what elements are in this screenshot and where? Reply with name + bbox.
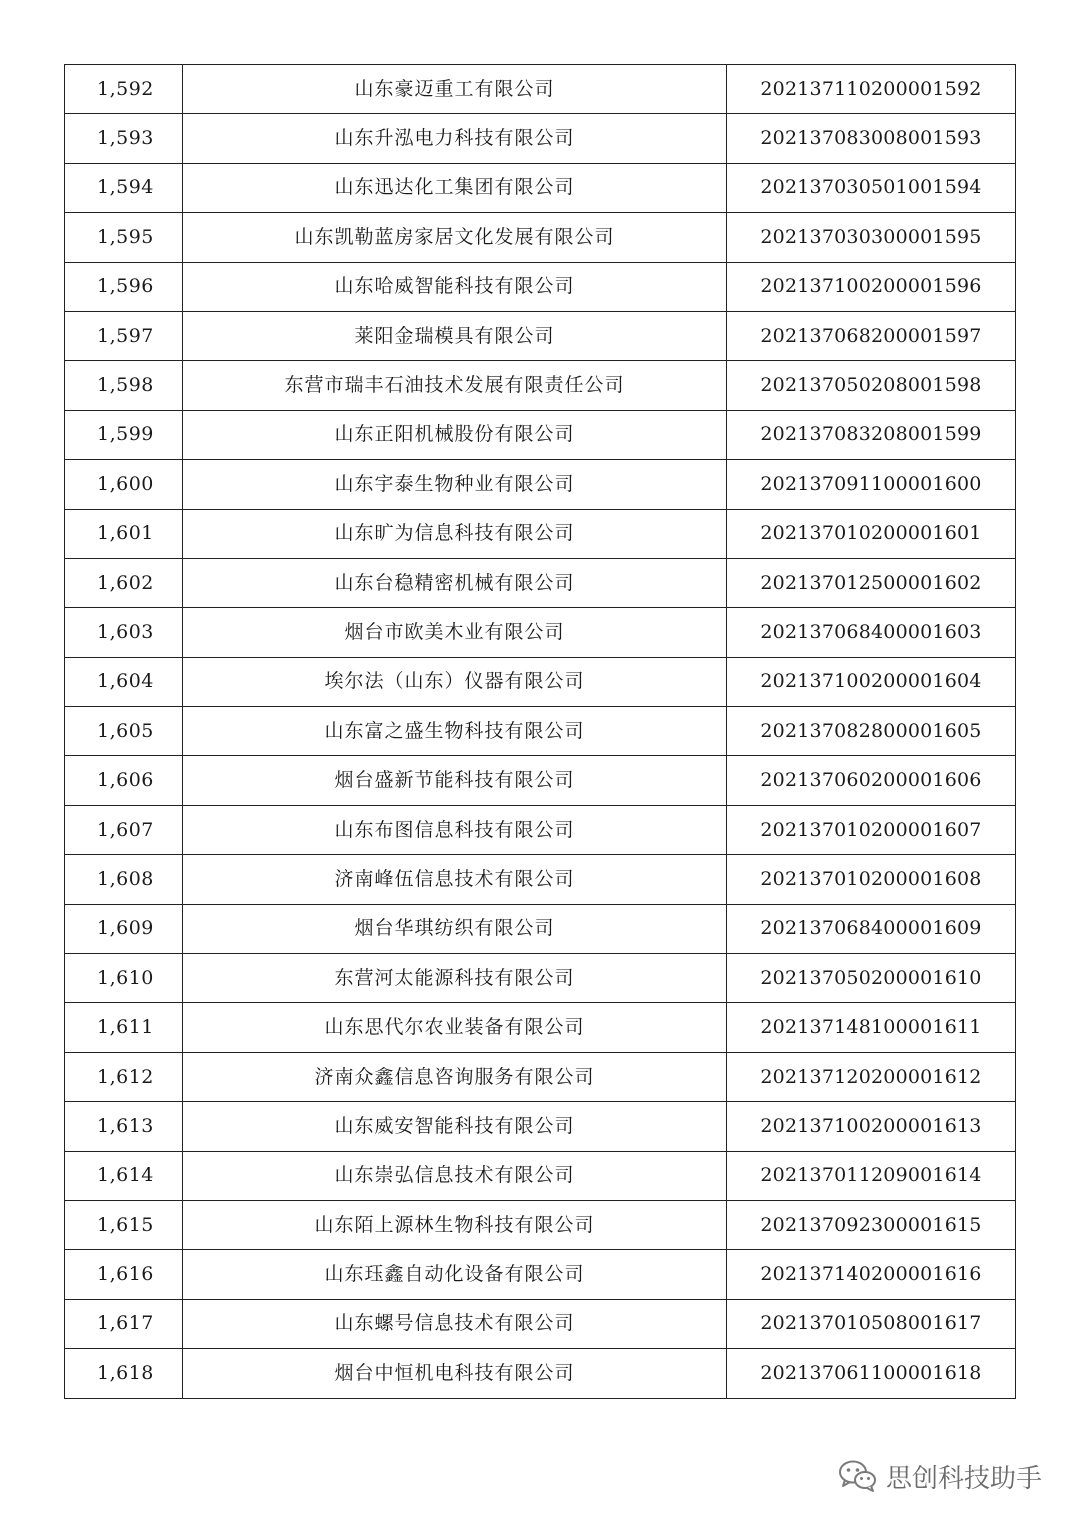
row-number: 1,602: [65, 558, 183, 607]
company-name: 烟台盛新节能科技有限公司: [183, 756, 727, 805]
table-row: [65, 1003, 1016, 1052]
registration-code: 202137050208001598: [727, 361, 1016, 410]
watermark-text: 思创科技助手: [885, 1463, 1042, 1494]
registration-code: 202137061100001618: [727, 1349, 1016, 1398]
table-row: [65, 1151, 1016, 1200]
company-name: 烟台市欧美木业有限公司: [183, 608, 727, 657]
company-name: 山东富之盛生物科技有限公司: [183, 707, 727, 756]
company-name: 山东宇泰生物种业有限公司: [183, 460, 727, 509]
company-name: 东营河太能源科技有限公司: [183, 954, 727, 1003]
registration-code: 202137140200001616: [727, 1250, 1016, 1299]
row-number: 1,612: [65, 1052, 183, 1101]
table-row: [65, 114, 1016, 163]
registration-code: 202137068400001609: [727, 904, 1016, 953]
registration-code: 202137083008001593: [727, 114, 1016, 163]
registration-code: 202137068200001597: [727, 311, 1016, 360]
row-number: 1,594: [65, 163, 183, 212]
table-row: [65, 509, 1016, 558]
company-name: 山东凯勒蓝房家居文化发展有限公司: [183, 213, 727, 262]
row-number: 1,600: [65, 460, 183, 509]
company-name: 山东陌上源林生物科技有限公司: [183, 1200, 727, 1249]
company-name: 山东台稳精密机械有限公司: [183, 558, 727, 607]
table-row: [65, 657, 1016, 706]
row-number: 1,595: [65, 213, 183, 262]
row-number: 1,613: [65, 1102, 183, 1151]
registration-code: 202137083208001599: [727, 410, 1016, 459]
company-name: 山东豪迈重工有限公司: [183, 65, 727, 114]
company-name: 山东正阳机械股份有限公司: [183, 410, 727, 459]
company-name: 山东螺号信息技术有限公司: [183, 1299, 727, 1348]
table-row: [65, 1102, 1016, 1151]
company-name: 埃尔法（山东）仪器有限公司: [183, 657, 727, 706]
row-number: 1,592: [65, 65, 183, 114]
company-name: 山东哈威智能科技有限公司: [183, 262, 727, 311]
registration-code: 202137030501001594: [727, 163, 1016, 212]
row-number: 1,617: [65, 1299, 183, 1348]
company-name: 山东旷为信息科技有限公司: [183, 509, 727, 558]
row-number: 1,616: [65, 1250, 183, 1299]
row-number: 1,609: [65, 904, 183, 953]
company-name: 山东迅达化工集团有限公司: [183, 163, 727, 212]
wechat-watermark: [838, 1456, 1042, 1496]
registration-code: 202137148100001611: [727, 1003, 1016, 1052]
company-name: 山东思代尔农业装备有限公司: [183, 1003, 727, 1052]
company-name: 山东珏鑫自动化设备有限公司: [183, 1250, 727, 1299]
row-number: 1,599: [65, 410, 183, 459]
row-number: 1,610: [65, 954, 183, 1003]
registration-code: 202137068400001603: [727, 608, 1016, 657]
row-number: 1,615: [65, 1200, 183, 1249]
registration-code: 202137091100001600: [727, 460, 1016, 509]
registration-code: 202137100200001596: [727, 262, 1016, 311]
company-name: 山东布图信息科技有限公司: [183, 805, 727, 854]
table-row: [65, 707, 1016, 756]
company-name: 山东威安智能科技有限公司: [183, 1102, 727, 1151]
row-number: 1,605: [65, 707, 183, 756]
row-number: 1,597: [65, 311, 183, 360]
row-number: 1,618: [65, 1349, 183, 1398]
table-row: [65, 558, 1016, 607]
company-name: 烟台中恒机电科技有限公司: [183, 1349, 727, 1398]
row-number: 1,596: [65, 262, 183, 311]
table-row: [65, 311, 1016, 360]
table-row: [65, 805, 1016, 854]
registration-code: 202137012500001602: [727, 558, 1016, 607]
registration-code: 202137120200001612: [727, 1052, 1016, 1101]
registration-code: 202137010200001601: [727, 509, 1016, 558]
table-row: [65, 954, 1016, 1003]
registration-code: 202137050200001610: [727, 954, 1016, 1003]
row-number: 1,611: [65, 1003, 183, 1052]
registration-code: 202137060200001606: [727, 756, 1016, 805]
table-row: [65, 361, 1016, 410]
table-row: [65, 904, 1016, 953]
table-row: [65, 1349, 1016, 1398]
table-row: [65, 460, 1016, 509]
registration-code: 202137100200001604: [727, 657, 1016, 706]
table-row: [65, 213, 1016, 262]
row-number: 1,614: [65, 1151, 183, 1200]
registration-code: 202137100200001613: [727, 1102, 1016, 1151]
registration-code: 202137010200001608: [727, 855, 1016, 904]
registration-code: 202137110200001592: [727, 65, 1016, 114]
company-name: 莱阳金瑞模具有限公司: [183, 311, 727, 360]
row-number: 1,603: [65, 608, 183, 657]
company-name: 济南众鑫信息咨询服务有限公司: [183, 1052, 727, 1101]
table-row: [65, 1250, 1016, 1299]
company-name: 山东升泓电力科技有限公司: [183, 114, 727, 163]
table-row: [65, 608, 1016, 657]
registration-code: 202137082800001605: [727, 707, 1016, 756]
row-number: 1,601: [65, 509, 183, 558]
row-number: 1,607: [65, 805, 183, 854]
registration-code: 202137092300001615: [727, 1200, 1016, 1249]
table-row: [65, 65, 1016, 114]
registration-code: 202137030300001595: [727, 213, 1016, 262]
row-number: 1,593: [65, 114, 183, 163]
company-name: 济南峰伍信息技术有限公司: [183, 855, 727, 904]
row-number: 1,606: [65, 756, 183, 805]
row-number: 1,598: [65, 361, 183, 410]
wechat-icon: [838, 1458, 878, 1494]
table-row: [65, 756, 1016, 805]
table-row: [65, 163, 1016, 212]
table-row: [65, 1200, 1016, 1249]
company-name: 东营市瑞丰石油技术发展有限责任公司: [183, 361, 727, 410]
table-body: [65, 65, 1016, 1399]
table-row: [65, 855, 1016, 904]
row-number: 1,604: [65, 657, 183, 706]
table-row: [65, 1299, 1016, 1348]
table-row: [65, 410, 1016, 459]
registration-code: 202137010508001617: [727, 1299, 1016, 1348]
registration-code: 202137010200001607: [727, 805, 1016, 854]
table-row: [65, 1052, 1016, 1101]
table-row: [65, 262, 1016, 311]
row-number: 1,608: [65, 855, 183, 904]
company-name: 烟台华琪纺织有限公司: [183, 904, 727, 953]
registration-code: 202137011209001614: [727, 1151, 1016, 1200]
company-name: 山东崇弘信息技术有限公司: [183, 1151, 727, 1200]
enterprise-registry-table: [64, 64, 1016, 1399]
